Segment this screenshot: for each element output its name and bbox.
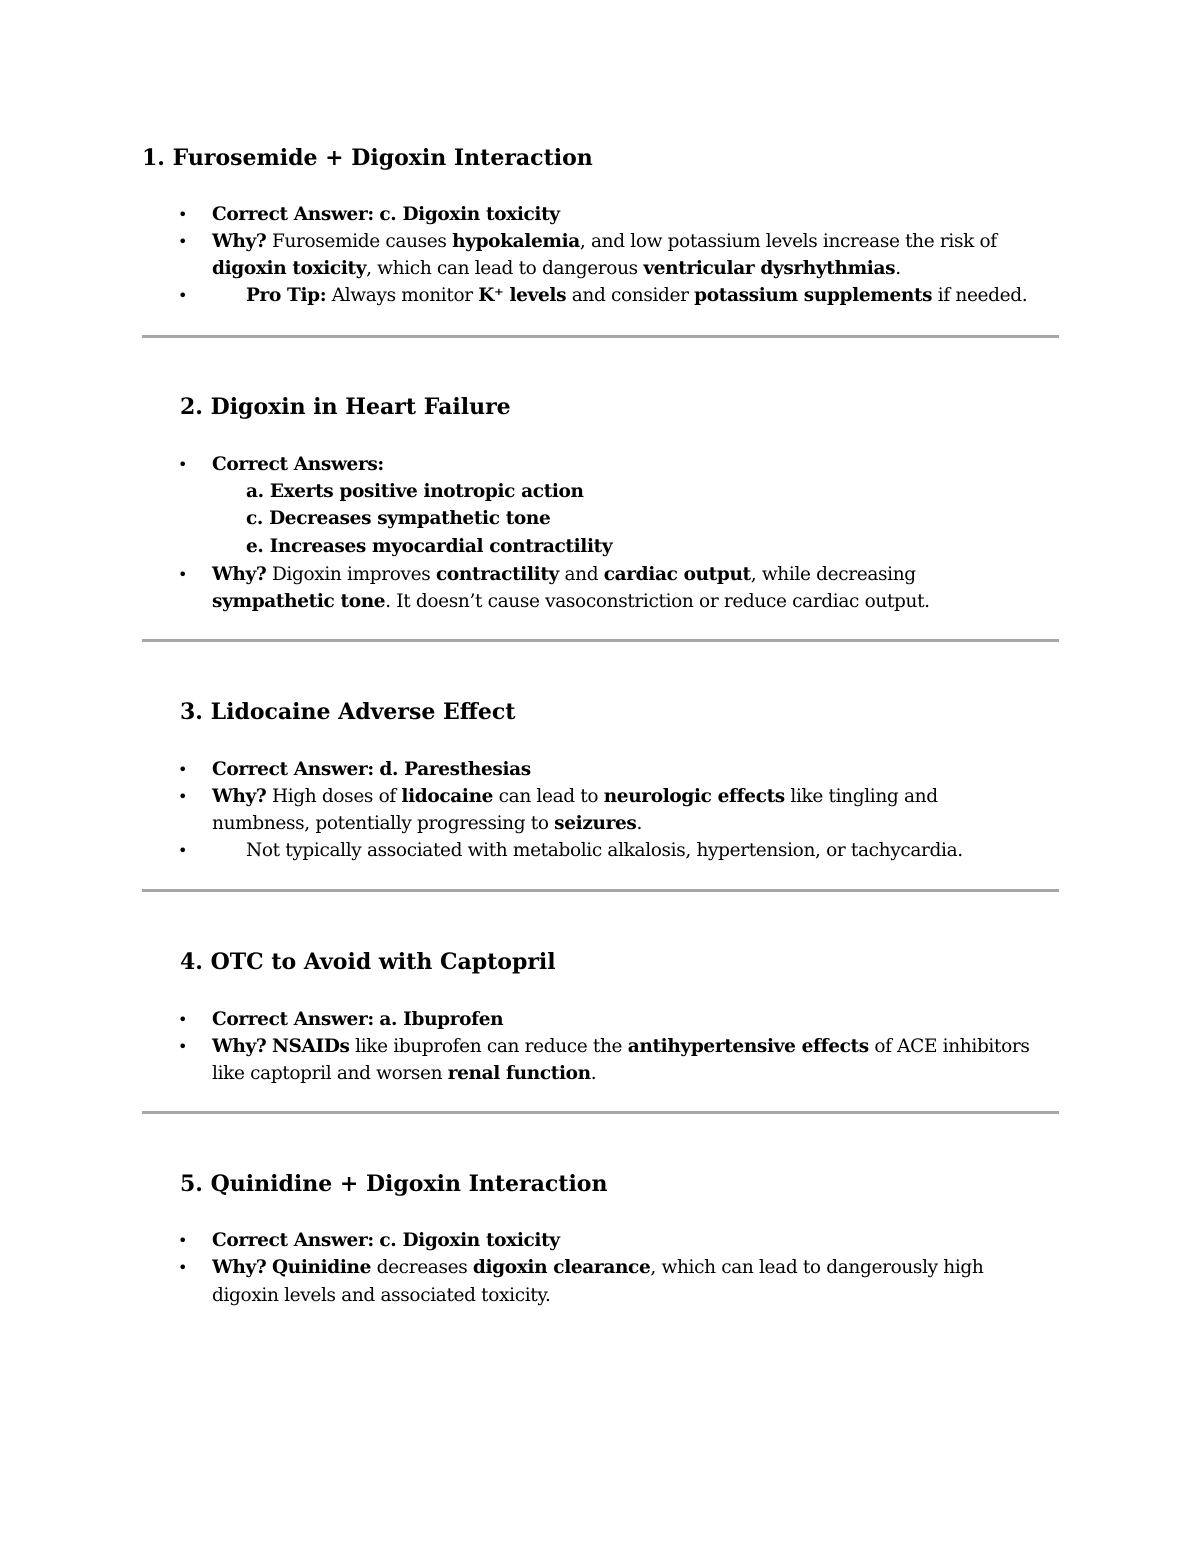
why-line [212,561,916,588]
tip-text: Always monitor [331,285,473,306]
answer-label: Correct Answer: [212,204,374,225]
why-label: Why? [212,564,267,585]
section-divider [142,889,1059,892]
correct-answer-line [212,1227,560,1254]
why-bold: sympathetic tone [212,591,386,612]
answer-item-text: a. Exerts positive inotropic action [246,481,584,502]
why-label: Why? [212,786,267,807]
why-bold: lidocaine [401,786,494,807]
why-line-cont: digoxin levels and associated toxicity. [212,1285,551,1306]
why-text: . It doesn’t cause vasoconstriction or reduce cardiac output. [385,591,930,612]
bullet-icon: • [178,1010,188,1029]
why-line-cont [212,588,930,615]
why-text: and [564,564,599,585]
bullet-icon: • [178,565,188,584]
bullet-icon: • [178,1258,188,1277]
correct-answer-line [212,201,560,228]
correct-answer-line [212,1006,503,1033]
section-divider [142,1111,1059,1114]
answer-item [246,505,550,532]
bullet-icon: • [178,1231,188,1250]
why-text: . [895,258,901,279]
why-text: like ibuprofen can reduce the [355,1036,623,1057]
answer-label: Correct Answer: [212,1230,374,1251]
why-line-cont [212,255,901,282]
why-bold: contractility [435,564,559,585]
why-text: . [636,813,642,834]
bullet-icon: • [178,455,188,474]
why-text: Digoxin improves [271,564,431,585]
why-text: like tingling and [790,786,938,807]
answer-value: d. Paresthesias [379,759,531,780]
why-bold: ventricular dysrhythmias [643,258,896,279]
why-line [212,1033,1030,1060]
section-heading: 3. Lidocaine Adverse Effect [180,699,516,725]
why-bold: antihypertensive effects [627,1036,869,1057]
correct-answers-label [212,451,384,478]
section-heading: 1. Furosemide + Digoxin Interaction [142,145,593,171]
note-line: Not typically associated with metabolic alkalosis, hypertension, or tachycardia. [246,840,963,861]
why-bold: digoxin clearance [472,1257,651,1278]
why-text: , and low potassium levels increase the risk of [579,231,997,252]
bullet-icon: • [178,205,188,224]
why-text: , which can lead to dangerously high [650,1257,984,1278]
answer-label: Correct Answer: [212,759,374,780]
answer-item-text: c. Decreases sympathetic tone [246,508,551,529]
why-label: Why? [212,231,267,252]
tip-text: and consider [571,285,689,306]
why-text: Furosemide causes [271,231,447,252]
why-text: of ACE inhibitors [874,1036,1030,1057]
why-text: , while decreasing [750,564,916,585]
answer-item [246,478,584,505]
why-text: can lead to [498,786,599,807]
why-bold: NSAIDs [271,1036,350,1057]
tip-label: Pro Tip: [246,285,327,306]
tip-bold: K⁺ levels [478,285,567,306]
section-heading: 4. OTC to Avoid with Captopril [180,949,556,975]
answer-value: c. Digoxin toxicity [379,1230,560,1251]
section-heading: 5. Quinidine + Digoxin Interaction [180,1171,608,1197]
why-line-cont [212,1060,596,1087]
why-text: . [590,1063,597,1084]
why-label: Why? [212,1036,267,1057]
answer-value: c. Digoxin toxicity [379,204,560,225]
bullet-icon: • [178,1037,188,1056]
why-bold: cardiac output [603,564,751,585]
bullet-icon: • [178,232,188,251]
answer-item-text: e. Increases myocardial contractility [246,536,613,557]
why-bold: Quinidine [271,1257,372,1278]
answer-value: a. Ibuprofen [379,1009,504,1030]
why-label: Why? [212,1257,267,1278]
why-text: High doses of [271,786,396,807]
why-bold: neurologic effects [603,786,785,807]
why-text: numbness, potentially progressing to [212,813,549,834]
answers-label: Correct Answers: [212,454,384,475]
bullet-icon: • [178,760,188,779]
section-divider [142,639,1059,642]
answer-item [246,533,612,560]
tip-bold: potassium supplements [694,285,933,306]
why-bold: digoxin toxicity [212,258,367,279]
why-line [212,1254,983,1281]
tip-text: if needed. [937,285,1028,306]
why-text: like captopril and worsen [212,1063,443,1084]
why-line [212,228,997,255]
why-bold: seizures [554,813,637,834]
why-bold: hypokalemia [452,231,580,252]
why-bold: renal function [447,1063,591,1084]
bullet-icon: • [178,841,188,860]
bullet-icon: • [178,787,188,806]
section-divider [142,335,1059,338]
why-text: , which can lead to dangerous [366,258,638,279]
answer-label: Correct Answer: [212,1009,374,1030]
section-heading: 2. Digoxin in Heart Failure [180,394,511,420]
why-line-cont [212,810,642,837]
why-line [212,783,938,810]
correct-answer-line [212,756,531,783]
why-text: decreases [376,1257,468,1278]
bullet-icon: • [178,286,188,305]
pro-tip-line [246,282,1027,309]
